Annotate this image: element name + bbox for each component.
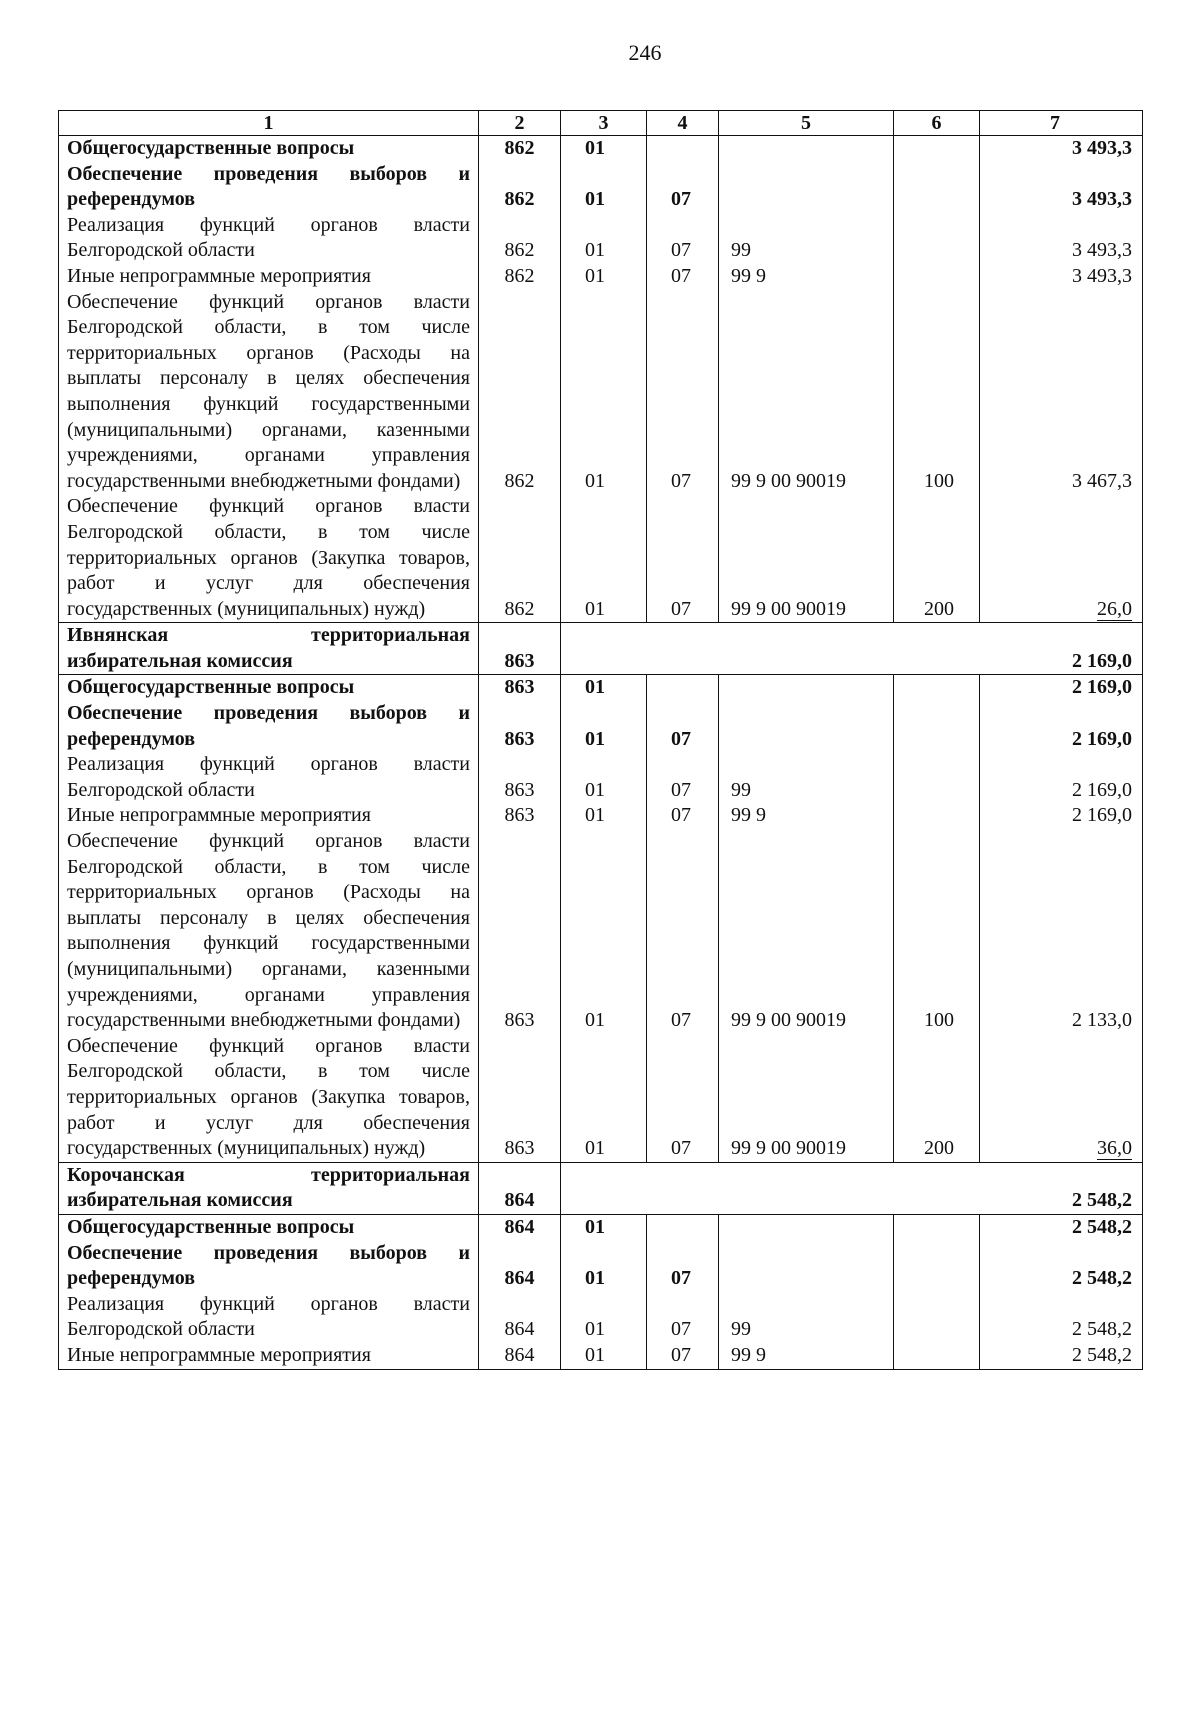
budget-table bbox=[58, 110, 1143, 1370]
row-col-6-text: 100 bbox=[924, 1009, 954, 1032]
row-col-4-text: 07 bbox=[671, 1267, 691, 1290]
row-name bbox=[59, 675, 479, 701]
row-col-6 bbox=[894, 1343, 980, 1369]
row-col-6 bbox=[894, 623, 980, 675]
row-col-5 bbox=[719, 752, 894, 803]
row-col-3-text: 01 bbox=[585, 597, 605, 620]
row-name bbox=[59, 162, 479, 213]
row-col-3-text: 01 bbox=[585, 1267, 605, 1290]
row-col-4-text: 07 bbox=[671, 264, 691, 287]
row-name bbox=[59, 136, 479, 162]
row-col-5-text: 99 bbox=[731, 778, 751, 801]
row-col-2-text: 862 bbox=[504, 469, 535, 492]
row-col-4-text: 07 bbox=[671, 239, 691, 262]
row-col-7-text: 36,0 bbox=[1097, 1137, 1132, 1160]
row-col-5 bbox=[719, 1162, 894, 1214]
table-row bbox=[59, 829, 1143, 1034]
row-col-2-text: 862 bbox=[504, 264, 535, 287]
row-col-5-text: 99 9 00 90019 bbox=[731, 597, 846, 620]
row-col-2-text: 864 bbox=[504, 1318, 535, 1341]
row-col-4 bbox=[647, 829, 719, 1034]
row-col-2 bbox=[479, 1343, 561, 1369]
row-col-4 bbox=[647, 675, 719, 701]
header-col-7: 7 bbox=[980, 111, 1143, 136]
header-row bbox=[59, 111, 1143, 136]
page-number: 246 bbox=[628, 40, 662, 65]
row-col-5 bbox=[719, 290, 894, 495]
row-col-4 bbox=[647, 701, 719, 752]
row-col-5 bbox=[719, 1241, 894, 1292]
row-col-2 bbox=[479, 1162, 561, 1214]
table-row bbox=[59, 803, 1143, 829]
header-col-2: 2 bbox=[479, 111, 561, 136]
header-col-5: 5 bbox=[719, 111, 894, 136]
row-col-5 bbox=[719, 494, 894, 622]
row-col-7 bbox=[980, 1241, 1143, 1292]
row-col-2 bbox=[479, 1292, 561, 1343]
row-name-text: Общегосударственные вопросы bbox=[67, 137, 355, 159]
row-col-3-text: 01 bbox=[585, 1137, 605, 1160]
row-col-7 bbox=[980, 752, 1143, 803]
row-col-3-text: 01 bbox=[585, 137, 605, 159]
row-col-6 bbox=[894, 1241, 980, 1292]
row-col-4-text: 07 bbox=[671, 804, 691, 827]
row-name bbox=[59, 264, 479, 290]
row-col-2 bbox=[479, 675, 561, 701]
row-col-3 bbox=[561, 136, 647, 162]
row-name-text: Иные непрограммные мероприятия bbox=[67, 804, 371, 827]
row-col-7 bbox=[980, 1214, 1143, 1240]
row-name bbox=[59, 623, 479, 675]
row-name bbox=[59, 494, 479, 622]
row-col-2 bbox=[479, 494, 561, 622]
row-col-4-text: 07 bbox=[671, 778, 691, 801]
row-col-3 bbox=[561, 623, 647, 675]
row-col-6 bbox=[894, 752, 980, 803]
row-col-7 bbox=[980, 136, 1143, 162]
table-row bbox=[59, 162, 1143, 213]
header-col-1: 1 bbox=[59, 111, 479, 136]
row-col-5 bbox=[719, 1034, 894, 1162]
row-col-2-text: 863 bbox=[504, 1009, 535, 1032]
row-col-7-text: 3 493,3 bbox=[1072, 264, 1132, 287]
row-col-2 bbox=[479, 701, 561, 752]
table-body bbox=[59, 136, 1143, 1370]
row-name-text: Общегосударственные вопросы bbox=[67, 1215, 355, 1238]
row-col-7-text: 2 169,0 bbox=[1072, 676, 1132, 699]
row-col-4 bbox=[647, 1343, 719, 1369]
row-col-7 bbox=[980, 290, 1143, 495]
row-name bbox=[59, 1034, 479, 1162]
row-col-3 bbox=[561, 1214, 647, 1240]
row-col-5-text: 99 9 bbox=[731, 804, 766, 827]
table-row bbox=[59, 136, 1143, 162]
table-row bbox=[59, 1292, 1143, 1343]
row-col-7-text: 3 493,3 bbox=[1072, 239, 1132, 262]
row-col-5-text: 99 9 00 90019 bbox=[731, 1009, 846, 1032]
row-col-3 bbox=[561, 675, 647, 701]
row-col-2-text: 863 bbox=[504, 1137, 535, 1160]
table-row bbox=[59, 701, 1143, 752]
row-name-text: Иные непрограммные мероприятия bbox=[67, 1343, 371, 1366]
row-col-2-text: 862 bbox=[504, 597, 535, 620]
row-col-4 bbox=[647, 136, 719, 162]
row-name-text: Иные непрограммные мероприятия bbox=[67, 264, 371, 287]
row-col-5 bbox=[719, 701, 894, 752]
row-col-3 bbox=[561, 1343, 647, 1369]
row-col-6 bbox=[894, 213, 980, 264]
row-col-7 bbox=[980, 829, 1143, 1034]
row-col-3-text: 01 bbox=[585, 1215, 605, 1238]
row-col-2-text: 864 bbox=[504, 1267, 535, 1290]
row-col-4-text: 07 bbox=[671, 1137, 691, 1160]
row-col-7 bbox=[980, 675, 1143, 701]
table-row bbox=[59, 1241, 1143, 1292]
row-col-2 bbox=[479, 1214, 561, 1240]
row-col-5-text: 99 9 00 90019 bbox=[731, 469, 846, 492]
row-col-4-text: 07 bbox=[671, 469, 691, 492]
row-col-4-text: 07 bbox=[671, 188, 691, 211]
row-col-7-text: 2 169,0 bbox=[1072, 804, 1132, 827]
row-name bbox=[59, 1162, 479, 1214]
row-col-6 bbox=[894, 1292, 980, 1343]
row-col-7 bbox=[980, 1343, 1143, 1369]
row-name-text: Ивнянская территориальная избирательная комиссия bbox=[67, 624, 470, 672]
row-col-4 bbox=[647, 803, 719, 829]
row-col-5 bbox=[719, 803, 894, 829]
row-col-7-text: 2 133,0 bbox=[1072, 1009, 1132, 1032]
row-col-6 bbox=[894, 162, 980, 213]
row-col-6-text: 100 bbox=[924, 469, 954, 492]
row-col-7 bbox=[980, 1292, 1143, 1343]
row-col-3-text: 01 bbox=[585, 264, 605, 287]
row-col-3-text: 01 bbox=[585, 239, 605, 262]
row-col-3 bbox=[561, 162, 647, 213]
row-col-3 bbox=[561, 1162, 647, 1214]
row-col-3 bbox=[561, 829, 647, 1034]
row-col-2-text: 863 bbox=[504, 676, 535, 699]
row-col-2-text: 862 bbox=[504, 239, 535, 262]
row-col-7 bbox=[980, 623, 1143, 675]
row-col-2 bbox=[479, 1034, 561, 1162]
row-name bbox=[59, 290, 479, 495]
row-col-5 bbox=[719, 264, 894, 290]
header-col-3: 3 bbox=[561, 111, 647, 136]
row-col-7 bbox=[980, 1034, 1143, 1162]
row-col-6 bbox=[894, 1162, 980, 1214]
row-col-2-text: 863 bbox=[504, 804, 535, 827]
row-name bbox=[59, 803, 479, 829]
row-name bbox=[59, 752, 479, 803]
row-col-2 bbox=[479, 264, 561, 290]
row-col-7-text: 2 169,0 bbox=[1072, 727, 1132, 750]
row-name-text: Обеспечение функций органов власти Белгородской области, в том числе территориальных органов (Расходы на выплаты персоналу в целях обеспечения выполнения функций государственными (муниципальными) органами, казенными учреждениями, органами управления государственными внебюджетными фондами) bbox=[67, 290, 470, 492]
row-col-4 bbox=[647, 290, 719, 495]
row-col-3-text: 01 bbox=[585, 727, 605, 750]
row-col-7-text: 2 548,2 bbox=[1072, 1215, 1132, 1238]
row-col-3 bbox=[561, 701, 647, 752]
row-col-3-text: 01 bbox=[585, 188, 605, 211]
row-col-4 bbox=[647, 494, 719, 622]
row-col-5-text: 99 bbox=[731, 1318, 751, 1341]
table-row bbox=[59, 264, 1143, 290]
row-name bbox=[59, 701, 479, 752]
row-col-2 bbox=[479, 162, 561, 213]
row-col-5 bbox=[719, 1292, 894, 1343]
row-col-5-text: 99 9 00 90019 bbox=[731, 1137, 846, 1160]
row-col-6 bbox=[894, 803, 980, 829]
row-col-3 bbox=[561, 1241, 647, 1292]
row-col-5-text: 99 bbox=[731, 239, 751, 262]
row-col-7-text: 2 548,2 bbox=[1072, 1189, 1132, 1212]
row-col-6 bbox=[894, 494, 980, 622]
row-col-2 bbox=[479, 829, 561, 1034]
row-col-3-text: 01 bbox=[585, 469, 605, 492]
row-col-3-text: 01 bbox=[585, 676, 605, 699]
row-col-7-text: 2 169,0 bbox=[1072, 649, 1132, 672]
row-col-4 bbox=[647, 1241, 719, 1292]
row-col-2 bbox=[479, 1241, 561, 1292]
row-col-4 bbox=[647, 162, 719, 213]
row-col-2 bbox=[479, 752, 561, 803]
table-row bbox=[59, 1343, 1143, 1369]
row-col-3-text: 01 bbox=[585, 778, 605, 801]
row-col-4 bbox=[647, 1034, 719, 1162]
row-col-7 bbox=[980, 494, 1143, 622]
table-row bbox=[59, 1034, 1143, 1162]
table-row bbox=[59, 1162, 1143, 1214]
row-col-7-text: 2 169,0 bbox=[1072, 778, 1132, 801]
row-col-5 bbox=[719, 213, 894, 264]
row-col-7-text: 26,0 bbox=[1097, 597, 1132, 620]
row-col-6 bbox=[894, 1034, 980, 1162]
row-col-7-text: 3 467,3 bbox=[1072, 469, 1132, 492]
header-col-6: 6 bbox=[894, 111, 980, 136]
row-col-6 bbox=[894, 829, 980, 1034]
row-col-3-text: 01 bbox=[585, 1009, 605, 1032]
row-name-text: Обеспечение функций органов власти Белгородской области, в том числе территориальных органов (Закупка товаров, работ и услуг для обеспечения государственных (муниципальных) нужд) bbox=[67, 495, 470, 620]
row-col-3 bbox=[561, 803, 647, 829]
row-name-text: Реализация функций органов власти Белгородской области bbox=[67, 753, 470, 801]
row-col-7 bbox=[980, 803, 1143, 829]
row-col-6 bbox=[894, 701, 980, 752]
table-row bbox=[59, 213, 1143, 264]
row-col-3-text: 01 bbox=[585, 804, 605, 827]
row-col-3 bbox=[561, 494, 647, 622]
row-col-5-text: 99 9 bbox=[731, 264, 766, 287]
table-row bbox=[59, 623, 1143, 675]
row-col-4 bbox=[647, 1162, 719, 1214]
row-col-7 bbox=[980, 162, 1143, 213]
row-col-3 bbox=[561, 1292, 647, 1343]
row-col-2-text: 864 bbox=[504, 1343, 535, 1366]
row-col-3 bbox=[561, 752, 647, 803]
row-col-6-text: 200 bbox=[924, 1137, 954, 1160]
row-col-2-text: 862 bbox=[504, 188, 535, 211]
table-row bbox=[59, 1214, 1143, 1240]
row-col-4-text: 07 bbox=[671, 1009, 691, 1032]
row-col-4-text: 07 bbox=[671, 727, 691, 750]
row-col-3 bbox=[561, 290, 647, 495]
row-col-2-text: 863 bbox=[504, 649, 535, 672]
row-col-5 bbox=[719, 1214, 894, 1240]
row-col-6 bbox=[894, 136, 980, 162]
table-row bbox=[59, 494, 1143, 622]
row-col-4-text: 07 bbox=[671, 1343, 691, 1366]
row-col-4 bbox=[647, 213, 719, 264]
row-col-7-text: 2 548,2 bbox=[1072, 1267, 1132, 1290]
header-col-4: 4 bbox=[647, 111, 719, 136]
row-name-text: Общегосударственные вопросы bbox=[67, 676, 355, 699]
row-col-5 bbox=[719, 675, 894, 701]
row-col-4 bbox=[647, 623, 719, 675]
row-col-5 bbox=[719, 1343, 894, 1369]
row-col-7 bbox=[980, 213, 1143, 264]
row-col-7-text: 3 493,3 bbox=[1072, 188, 1132, 211]
row-col-5 bbox=[719, 623, 894, 675]
row-col-7 bbox=[980, 1162, 1143, 1214]
row-name-text: Реализация функций органов власти Белгородской области bbox=[67, 213, 470, 262]
row-col-2 bbox=[479, 290, 561, 495]
row-col-7-text: 3 493,3 bbox=[1072, 137, 1132, 159]
table-header bbox=[59, 111, 1143, 136]
row-col-6-text: 200 bbox=[924, 597, 954, 620]
row-col-2-text: 863 bbox=[504, 778, 535, 801]
table-row bbox=[59, 752, 1143, 803]
row-col-5 bbox=[719, 136, 894, 162]
row-col-3 bbox=[561, 264, 647, 290]
row-col-5 bbox=[719, 829, 894, 1034]
row-col-3 bbox=[561, 213, 647, 264]
row-col-2 bbox=[479, 136, 561, 162]
row-col-4-text: 07 bbox=[671, 597, 691, 620]
row-col-6 bbox=[894, 675, 980, 701]
row-name-text: Реализация функций органов власти Белгородской области bbox=[67, 1292, 470, 1341]
row-name bbox=[59, 1343, 479, 1369]
row-col-2-text: 862 bbox=[504, 137, 535, 159]
row-col-3-text: 01 bbox=[585, 1318, 605, 1341]
row-name-text: Обеспечение проведения выборов и референдумов bbox=[67, 1241, 470, 1290]
row-col-4 bbox=[647, 1292, 719, 1343]
row-name-text: Обеспечение функций органов власти Белгородской области, в том числе территориальных органов (Закупка товаров, работ и услуг для обеспечения государственных (муниципальных) нужд) bbox=[67, 1034, 470, 1160]
row-col-7 bbox=[980, 701, 1143, 752]
row-col-2 bbox=[479, 803, 561, 829]
row-col-4 bbox=[647, 264, 719, 290]
row-col-5-text: 99 9 bbox=[731, 1343, 766, 1366]
row-col-6 bbox=[894, 1214, 980, 1240]
row-col-2-text: 864 bbox=[504, 1215, 535, 1238]
row-col-4-text: 07 bbox=[671, 1318, 691, 1341]
row-col-2-text: 863 bbox=[504, 727, 535, 750]
row-col-6 bbox=[894, 264, 980, 290]
table-row bbox=[59, 290, 1143, 495]
row-col-6 bbox=[894, 290, 980, 495]
row-name-text: Корочанская территориальная избирательная комиссия bbox=[67, 1163, 470, 1212]
row-name bbox=[59, 213, 479, 264]
row-col-2 bbox=[479, 213, 561, 264]
table-row bbox=[59, 675, 1143, 701]
row-name-text: Обеспечение функций органов власти Белгородской области, в том числе территориальных органов (Расходы на выплаты персоналу в целях обеспечения выполнения функций государственными (муниципальными) органами, казенными учреждениями, органами управления государственными внебюджетными фондами) bbox=[67, 830, 470, 1032]
row-col-3 bbox=[561, 1034, 647, 1162]
row-col-7 bbox=[980, 264, 1143, 290]
row-name bbox=[59, 1241, 479, 1292]
row-name bbox=[59, 1292, 479, 1343]
row-col-7-text: 2 548,2 bbox=[1072, 1343, 1132, 1366]
row-col-7-text: 2 548,2 bbox=[1072, 1318, 1132, 1341]
row-col-2 bbox=[479, 623, 561, 675]
row-col-4 bbox=[647, 752, 719, 803]
row-name-text: Обеспечение проведения выборов и референдумов bbox=[67, 162, 470, 211]
row-col-2-text: 864 bbox=[504, 1189, 535, 1212]
row-name-text: Обеспечение проведения выборов и референдумов bbox=[67, 702, 470, 750]
row-name bbox=[59, 829, 479, 1034]
row-name bbox=[59, 1214, 479, 1240]
row-col-5 bbox=[719, 162, 894, 213]
row-col-3-text: 01 bbox=[585, 1343, 605, 1366]
row-col-4 bbox=[647, 1214, 719, 1240]
